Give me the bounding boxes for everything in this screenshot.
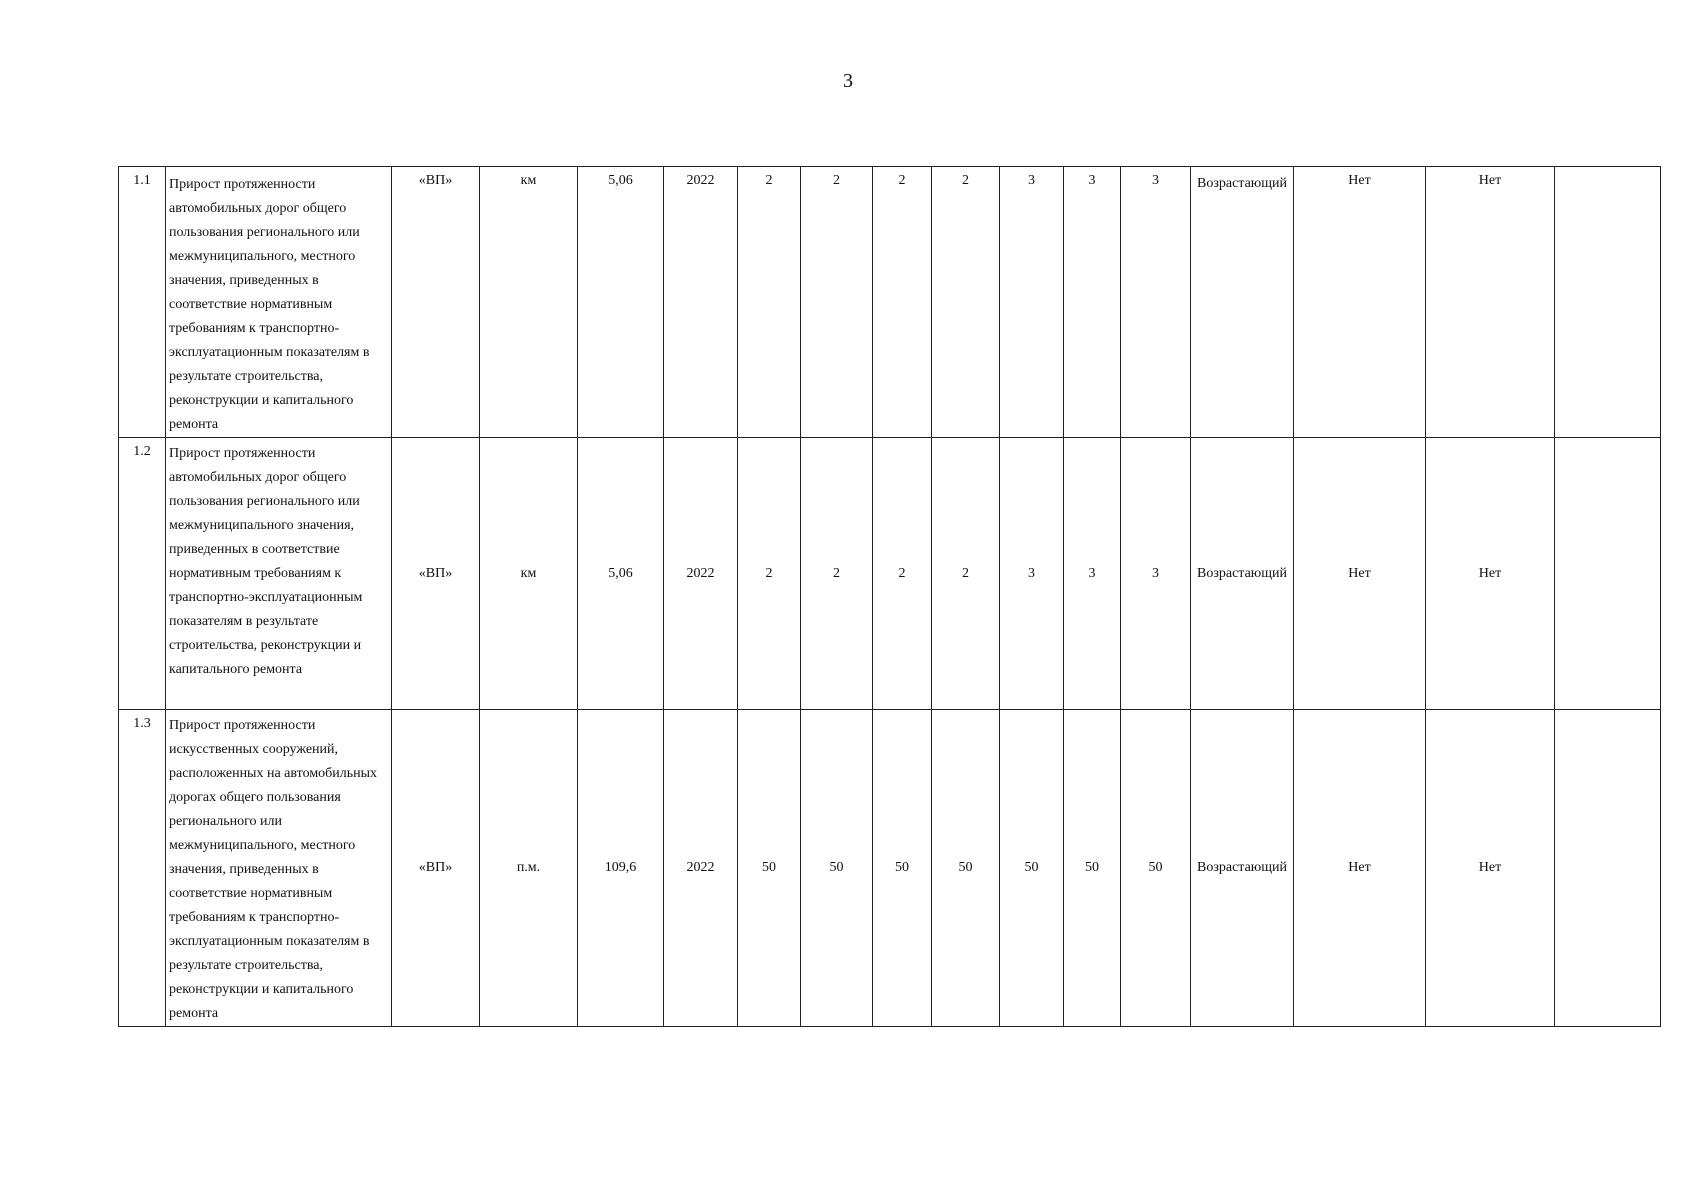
flag-b: Нет	[1426, 167, 1555, 438]
indicator-name: Прирост протяженности искусственных сооружений, расположенных на автомобильных дорогах общего пользования регионального или межмуниципального, местного значения, приведенных в соответствие нормативным требованиям к транспортно-эксплуатационным показателям в результате строительства, реконструкции и капитального ремонта	[166, 710, 392, 1027]
value-cell: 2	[873, 438, 932, 710]
value-cell: 3	[1064, 167, 1121, 438]
indicator-level: «ВП»	[392, 438, 480, 710]
unit: км	[480, 167, 578, 438]
table-row	[119, 710, 1661, 1027]
trend: Возрастающий	[1191, 710, 1294, 1027]
extra-cell	[1555, 438, 1661, 710]
indicator-level: «ВП»	[392, 710, 480, 1027]
flag-a: Нет	[1294, 710, 1426, 1027]
value-cell: 2	[801, 438, 873, 710]
value-cell: 2	[738, 167, 801, 438]
flag-a: Нет	[1294, 438, 1426, 710]
flag-b: Нет	[1426, 710, 1555, 1027]
row-number: 1.3	[119, 710, 166, 1027]
row-number: 1.2	[119, 438, 166, 710]
table-row	[119, 167, 1661, 438]
value-cell: 3	[1000, 167, 1064, 438]
page-number: 3	[843, 70, 853, 92]
value-cell: 2	[801, 167, 873, 438]
value-cell: 2	[873, 167, 932, 438]
flag-b: Нет	[1426, 438, 1555, 710]
value-cell: 3	[1121, 438, 1191, 710]
base-year: 2022	[664, 438, 738, 710]
indicator-name: Прирост протяженности автомобильных дорог общего пользования регионального или межмуниципального значения, приведенных в соответствие нормативным требованиям к транспортно-эксплуатационным показателям в результате строительства, реконструкции и капитального ремонта	[166, 438, 392, 710]
base-value: 109,6	[578, 710, 664, 1027]
extra-cell	[1555, 710, 1661, 1027]
base-value: 5,06	[578, 438, 664, 710]
value-cell: 50	[1000, 710, 1064, 1027]
trend: Возрастающий	[1191, 167, 1294, 438]
indicator-name: Прирост протяженности автомобильных дорог общего пользования регионального или межмуниципального, местного значения, приведенных в соответствие нормативным требованиям к транспортно-эксплуатационным показателям в результате строительства, реконструкции и капитального ремонта	[166, 167, 392, 438]
value-cell: 50	[932, 710, 1000, 1027]
trend: Возрастающий	[1191, 438, 1294, 710]
value-cell: 2	[932, 167, 1000, 438]
row-number: 1.1	[119, 167, 166, 438]
base-year: 2022	[664, 710, 738, 1027]
value-cell: 3	[1064, 438, 1121, 710]
value-cell: 3	[1000, 438, 1064, 710]
value-cell: 50	[801, 710, 873, 1027]
indicator-level: «ВП»	[392, 167, 480, 438]
value-cell: 50	[738, 710, 801, 1027]
extra-cell	[1555, 167, 1661, 438]
value-cell: 50	[1121, 710, 1191, 1027]
value-cell: 2	[932, 438, 1000, 710]
value-cell: 50	[1064, 710, 1121, 1027]
value-cell: 3	[1121, 167, 1191, 438]
unit: п.м.	[480, 710, 578, 1027]
value-cell: 50	[873, 710, 932, 1027]
indicators-table	[118, 166, 1661, 1027]
value-cell: 2	[738, 438, 801, 710]
unit: км	[480, 438, 578, 710]
base-value: 5,06	[578, 167, 664, 438]
table-row	[119, 438, 1661, 710]
base-year: 2022	[664, 167, 738, 438]
flag-a: Нет	[1294, 167, 1426, 438]
